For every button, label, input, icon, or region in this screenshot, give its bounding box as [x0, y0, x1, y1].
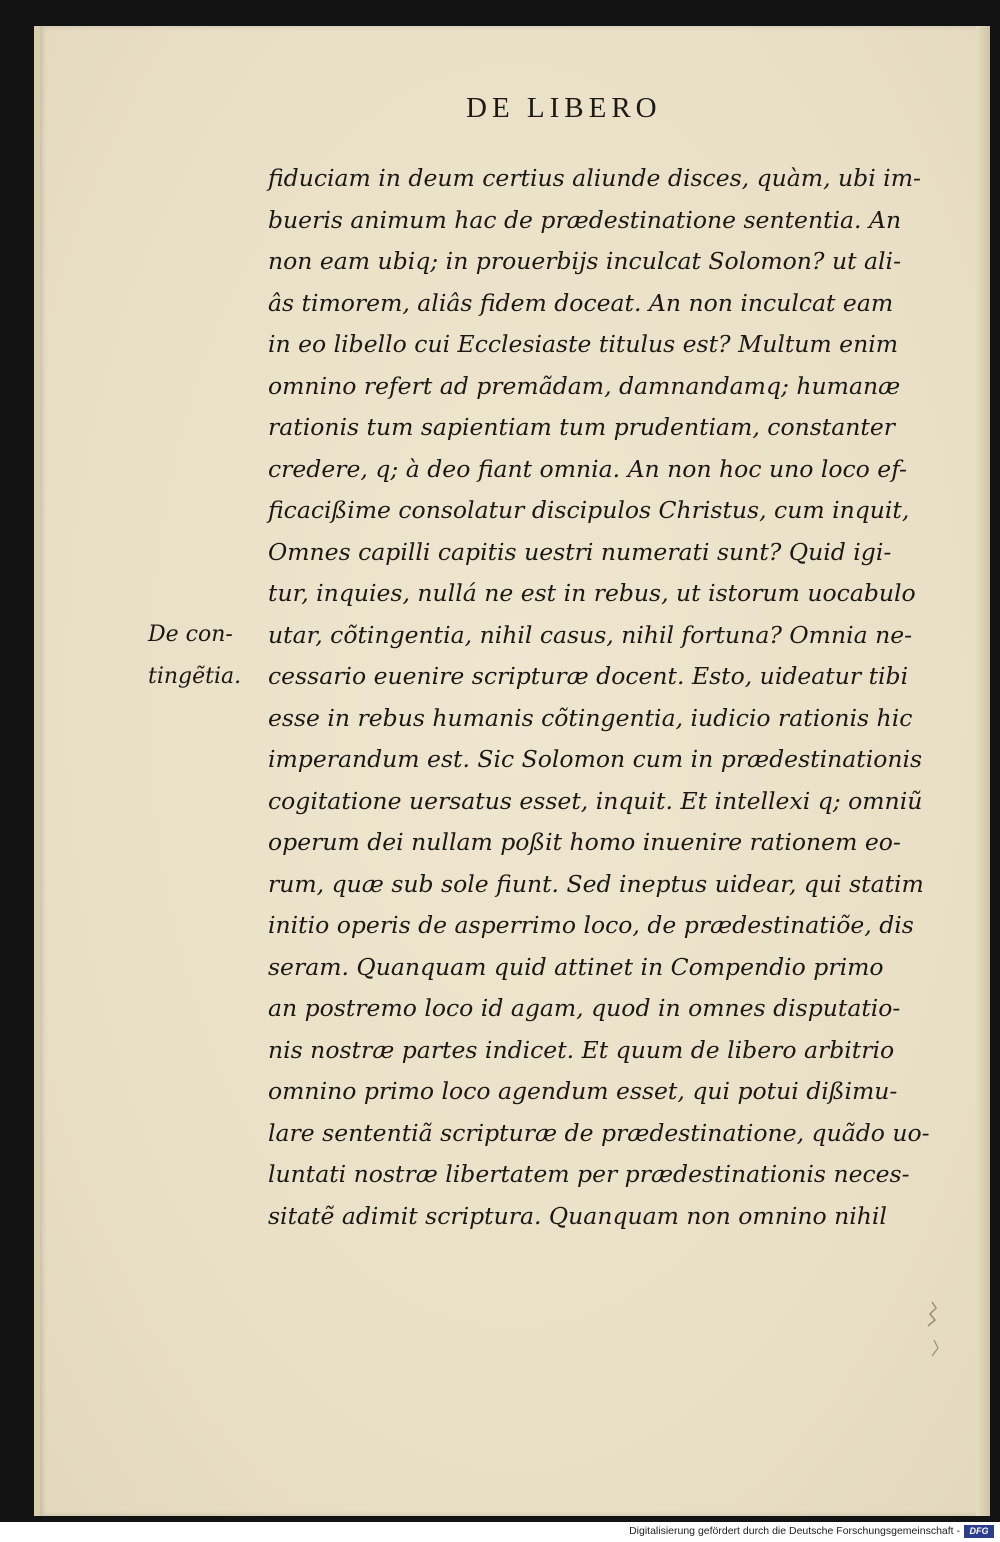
text-line: seram. Quanquam quid attinet in Compendio primo [268, 952, 884, 981]
margin-note-line: De con- [148, 622, 233, 647]
text-line: imperandum est. Sic Solomon cum in prædestinationis [268, 745, 923, 773]
text-line: Omnes capilli capitis uestri numerati sunt? Quid igi- [268, 537, 892, 566]
page-edge [976, 26, 990, 1516]
text-line: tur, inquies, nullá ne est in rebus, ut istorum uocabulo [268, 579, 916, 607]
text-line: sitatẽ adimit scriptura. Quanquam non omnino nihil [268, 1201, 887, 1230]
text-line: bueris animum hac de prædestinatione sententia. An [268, 205, 902, 234]
text-line: ficacißime consolatur discipulos Christus, cum inquit, [268, 496, 910, 524]
dfg-logo: DFG [964, 1525, 994, 1538]
text-line: cogitatione uersatus esset, inquit. Et intellexi q; omniũ [268, 786, 923, 815]
text-line: in eo libello cui Ecclesiaste titulus est? Multum enim [268, 330, 899, 358]
text-line: omnino refert ad premãdam, damnandamq; humanæ [268, 371, 901, 400]
text-line: nis nostræ partes indicet. Et quum de libero arbitrio [268, 1035, 895, 1064]
ink-smudge [920, 1300, 942, 1360]
text-line: rationis tum sapientiam tum prudentiam, constanter [268, 413, 895, 441]
text-line: cessario euenire scripturæ docent. Esto, uideatur tibi [268, 662, 909, 690]
text-line: an postremo loco id agam, quod in omnes disputatio- [268, 994, 901, 1022]
margin-note-line: tingẽtia. [148, 663, 242, 689]
footer-bar [0, 1522, 1000, 1542]
text-line: initio operis de asperrimo loco, de prædestinatiõe, dis [268, 911, 914, 939]
running-head: DE LIBERO [466, 92, 662, 124]
text-line: fiduciam in deum certius aliunde disces, quàm, ubi im- [268, 164, 921, 192]
text-line: credere, q; à deo fiant omnia. An non hoc uno loco ef- [268, 454, 907, 483]
margin-note [148, 614, 268, 697]
body-text [268, 158, 928, 1237]
text-line: luntati nostræ libertatem per prædestinationis neces- [268, 1160, 910, 1188]
funding-notice: Digitalisierung gefördert durch die Deutsche Forschungsgemeinschaft - [629, 1525, 960, 1537]
text-line: rum, quæ sub sole fiunt. Sed ineptus uidear, qui statim [268, 869, 924, 898]
text-line: utar, cõtingentia, nihil casus, nihil fortuna? Omnia ne- [268, 620, 913, 649]
text-line: operum dei nullam poßit homo inuenire rationem eo- [268, 828, 901, 856]
text-line: âs timorem, aliâs fidem doceat. An non inculcat eam [268, 288, 894, 317]
text-line: omnino primo loco agendum esset, qui potui dißimu- [268, 1077, 898, 1105]
text-line: non eam ubiq; in prouerbijs inculcat Solomon? ut ali- [268, 247, 902, 275]
text-line: esse in rebus humanis cõtingentia, iudicio rationis hic [268, 703, 913, 732]
text-line: lare sententiã scripturæ de prædestinatione, quãdo uo- [268, 1118, 930, 1147]
